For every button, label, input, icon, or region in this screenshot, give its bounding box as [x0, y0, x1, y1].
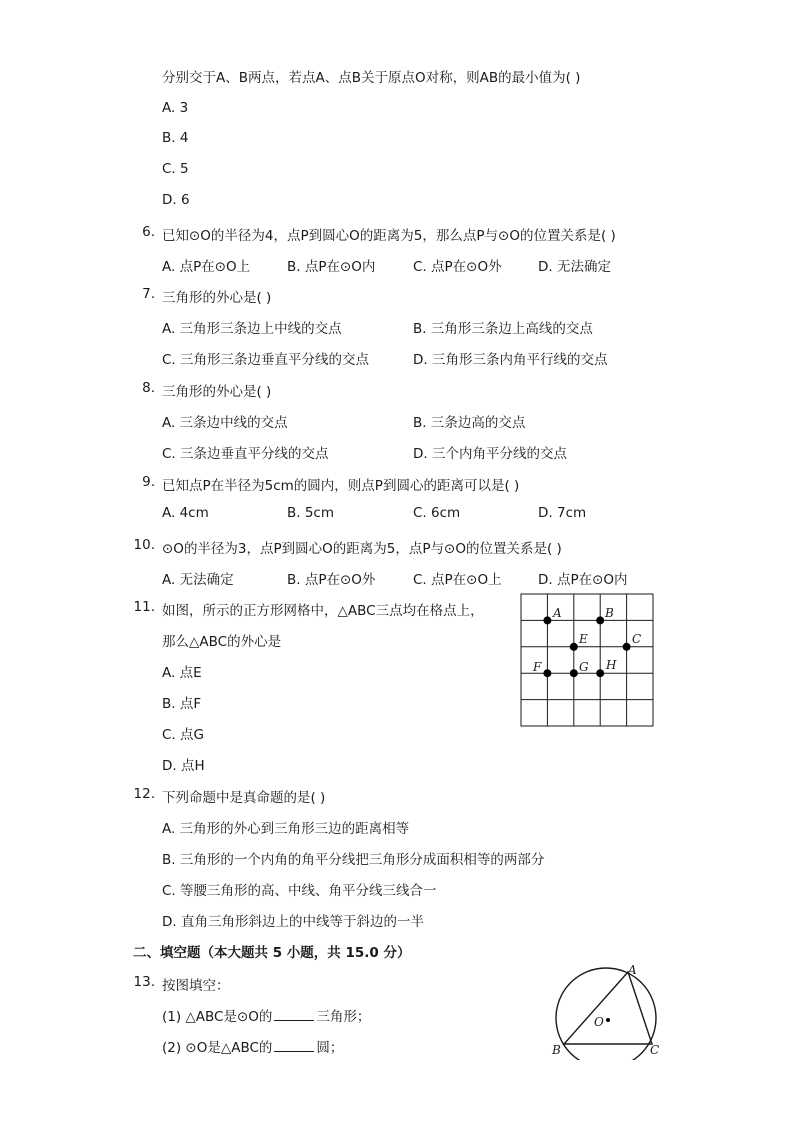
q13-part2-prefix: (2) ⊙O是△ABC的	[162, 1040, 273, 1056]
q8-option-d[interactable]: D. 三个内角平分线的交点	[413, 446, 567, 462]
q6-option-a[interactable]: A. 点P在⊙O上	[162, 259, 251, 275]
q5-option-b[interactable]: B. 4	[162, 130, 189, 146]
q10-option-d[interactable]: D. 点P在⊙O内	[538, 572, 628, 588]
q9-option-c[interactable]: C. 6cm	[413, 505, 461, 521]
q12-option-d[interactable]: D. 直角三角形斜边上的中线等于斜边的一半	[162, 914, 424, 930]
q10-option-a[interactable]: A. 无法确定	[162, 572, 234, 588]
q9-number: 9.	[142, 474, 155, 490]
label-a: A	[553, 606, 562, 620]
point-c	[623, 643, 631, 651]
q7-number: 7.	[142, 286, 155, 302]
q10-option-c[interactable]: C. 点P在⊙O上	[413, 572, 502, 588]
section-heading-fill-blank: 二、填空题（本大题共 5 小题，共 15.0 分）	[133, 945, 411, 961]
q12-option-c[interactable]: C. 等腰三角形的高、中线、角平分线三线合一	[162, 883, 437, 899]
q11-grid-figure	[519, 592, 656, 729]
q8-stem: 三角形的外心是( )	[162, 384, 272, 400]
label-b: B	[605, 606, 614, 620]
q5-option-a[interactable]: A. 3	[162, 100, 189, 116]
q11-option-a[interactable]: A. 点E	[162, 665, 202, 681]
q6-option-c[interactable]: C. 点P在⊙O外	[413, 259, 502, 275]
label-c: C	[650, 1043, 660, 1057]
q7-option-b[interactable]: B. 三角形三条边上高线的交点	[413, 321, 593, 337]
q13-part1-suffix: 三角形；	[316, 1009, 371, 1025]
q9-option-b[interactable]: B. 5cm	[287, 505, 335, 521]
q13-part2-suffix: 圆；	[316, 1040, 344, 1056]
q7-stem: 三角形的外心是( )	[162, 290, 272, 306]
label-h: H	[606, 658, 617, 672]
q13-circle-figure	[546, 960, 666, 1060]
q11-stem-line1: 如图，所示的正方形网格中，△ABC三点均在格点上，	[162, 603, 484, 619]
triangle-abc	[564, 972, 652, 1044]
q8-option-c[interactable]: C. 三条边垂直平分线的交点	[162, 446, 329, 462]
q9-stem: 已知点P在半径为5cm的圆内，则点P到圆心的距离可以是( )	[162, 478, 520, 494]
q13-part1-prefix: (1) △ABC是⊙O的	[162, 1009, 273, 1025]
circumcircle	[556, 968, 656, 1060]
q8-option-a[interactable]: A. 三条边中线的交点	[162, 415, 288, 431]
q7-option-c[interactable]: C. 三角形三条边垂直平分线的交点	[162, 352, 370, 368]
point-b	[596, 616, 604, 624]
label-a: A	[628, 963, 637, 977]
point-f	[543, 669, 551, 677]
q12-number: 12.	[133, 786, 155, 802]
q9-option-a[interactable]: A. 4cm	[162, 505, 209, 521]
q6-number: 6.	[142, 224, 155, 240]
q8-number: 8.	[142, 380, 155, 396]
q12-stem: 下列命题中是真命题的是( )	[162, 790, 326, 806]
label-e: E	[579, 632, 588, 646]
q10-stem: ⊙O的半径为3，点P到圆心O的距离为5，点P与⊙O的位置关系是( )	[162, 541, 562, 557]
q13-part1-blank[interactable]	[274, 1008, 314, 1021]
point-g	[570, 669, 578, 677]
q6-option-b[interactable]: B. 点P在⊙O内	[287, 259, 376, 275]
point-a	[543, 616, 551, 624]
q10-number: 10.	[133, 537, 155, 553]
q11-number: 11.	[133, 599, 155, 615]
center-point-o	[606, 1018, 610, 1022]
q13-stem: 按图填空：	[162, 978, 230, 994]
q6-option-d[interactable]: D. 无法确定	[538, 259, 611, 275]
q13-part2	[162, 1036, 343, 1056]
q12-option-a[interactable]: A. 三角形的外心到三角形三边的距离相等	[162, 821, 410, 837]
q11-option-c[interactable]: C. 点G	[162, 727, 204, 743]
q6-stem: 已知⊙O的半径为4，点P到圆心O的距离为5，那么点P与⊙O的位置关系是( )	[162, 228, 616, 244]
q10-option-b[interactable]: B. 点P在⊙O外	[287, 572, 376, 588]
q11-stem-line2: 那么△ABC的外心是	[162, 634, 282, 650]
q7-option-d[interactable]: D. 三角形三条内角平行线的交点	[413, 352, 608, 368]
q9-option-d[interactable]: D. 7cm	[538, 505, 587, 521]
q13-part1	[162, 1005, 370, 1025]
q13-part2-blank[interactable]	[274, 1039, 314, 1052]
q12-option-b[interactable]: B. 三角形的一个内角的角平分线把三角形分成面积相等的两部分	[162, 852, 545, 868]
q5-option-d[interactable]: D. 6	[162, 192, 190, 208]
q8-option-b[interactable]: B. 三条边高的交点	[413, 415, 526, 431]
label-b: B	[552, 1043, 561, 1057]
label-g: G	[579, 660, 589, 674]
q11-option-b[interactable]: B. 点F	[162, 696, 202, 712]
q11-option-d[interactable]: D. 点H	[162, 758, 205, 774]
label-c: C	[632, 632, 642, 646]
q7-option-a[interactable]: A. 三角形三条边上中线的交点	[162, 321, 342, 337]
q13-number: 13.	[133, 974, 155, 990]
label-f: F	[533, 660, 542, 674]
q5-stem: 分别交于A、B两点，若点A、点B关于原点O对称，则AB的最小值为( )	[162, 70, 581, 86]
point-e	[570, 643, 578, 651]
label-o: O	[594, 1015, 604, 1029]
point-h	[596, 669, 604, 677]
q5-option-c[interactable]: C. 5	[162, 161, 189, 177]
